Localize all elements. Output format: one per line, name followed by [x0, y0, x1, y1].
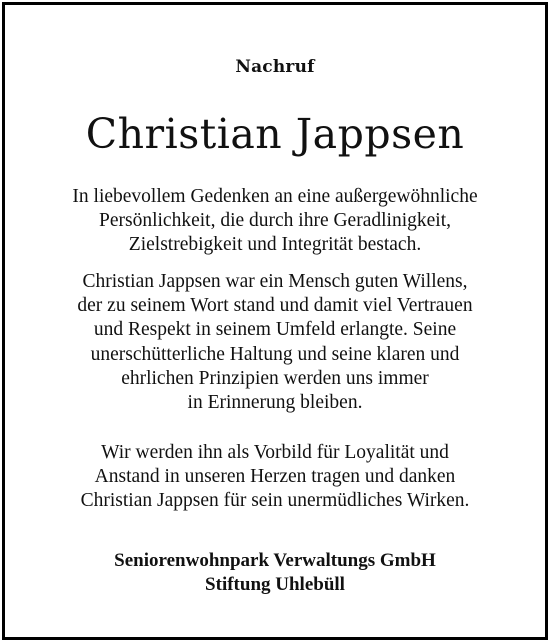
paragraph-line: In liebevollem Gedenken an eine außergewöhnliche	[72, 186, 478, 207]
paragraph-line: Persönlichkeit, die durch ihre Geradlinigkeit,	[99, 210, 451, 232]
obituary-content	[5, 5, 545, 637]
deceased-name: Christian Jappsen	[85, 110, 465, 158]
paragraph-line: in Erinnerung bleiben.	[187, 392, 363, 414]
paragraph-line: Wir werden ihn als Vorbild für Loyalität und	[101, 442, 449, 463]
paragraph-1	[5, 185, 545, 258]
paragraph-line: Anstand in unseren Herzen tragen und danken	[94, 466, 456, 488]
paragraph-line: der zu seinem Wort stand und damit viel Vertrauen	[77, 295, 473, 317]
signature-organization: Seniorenwohnpark Verwaltungs GmbH	[114, 550, 436, 571]
paragraph-2	[5, 270, 545, 415]
paragraph-line: Christian Jappsen für sein unermüdliches Wirken.	[80, 490, 470, 512]
paragraph-3	[5, 441, 545, 514]
notice-heading: Nachruf	[235, 57, 315, 77]
paragraph-line: und Respekt in seinem Umfeld erlangte. Seine	[93, 319, 457, 341]
obituary-frame	[2, 2, 548, 640]
signature-foundation: Stiftung Uhlebüll	[205, 574, 345, 595]
paragraph-line: ehrlichen Prinzipien werden uns immer	[121, 367, 429, 389]
paragraph-line: Christian Jappsen war ein Mensch guten Willens,	[82, 271, 468, 292]
paragraph-line: unerschütterliche Haltung und seine klaren und	[90, 343, 460, 365]
paragraph-line: Zielstrebigkeit und Integrität bestach.	[128, 234, 422, 256]
